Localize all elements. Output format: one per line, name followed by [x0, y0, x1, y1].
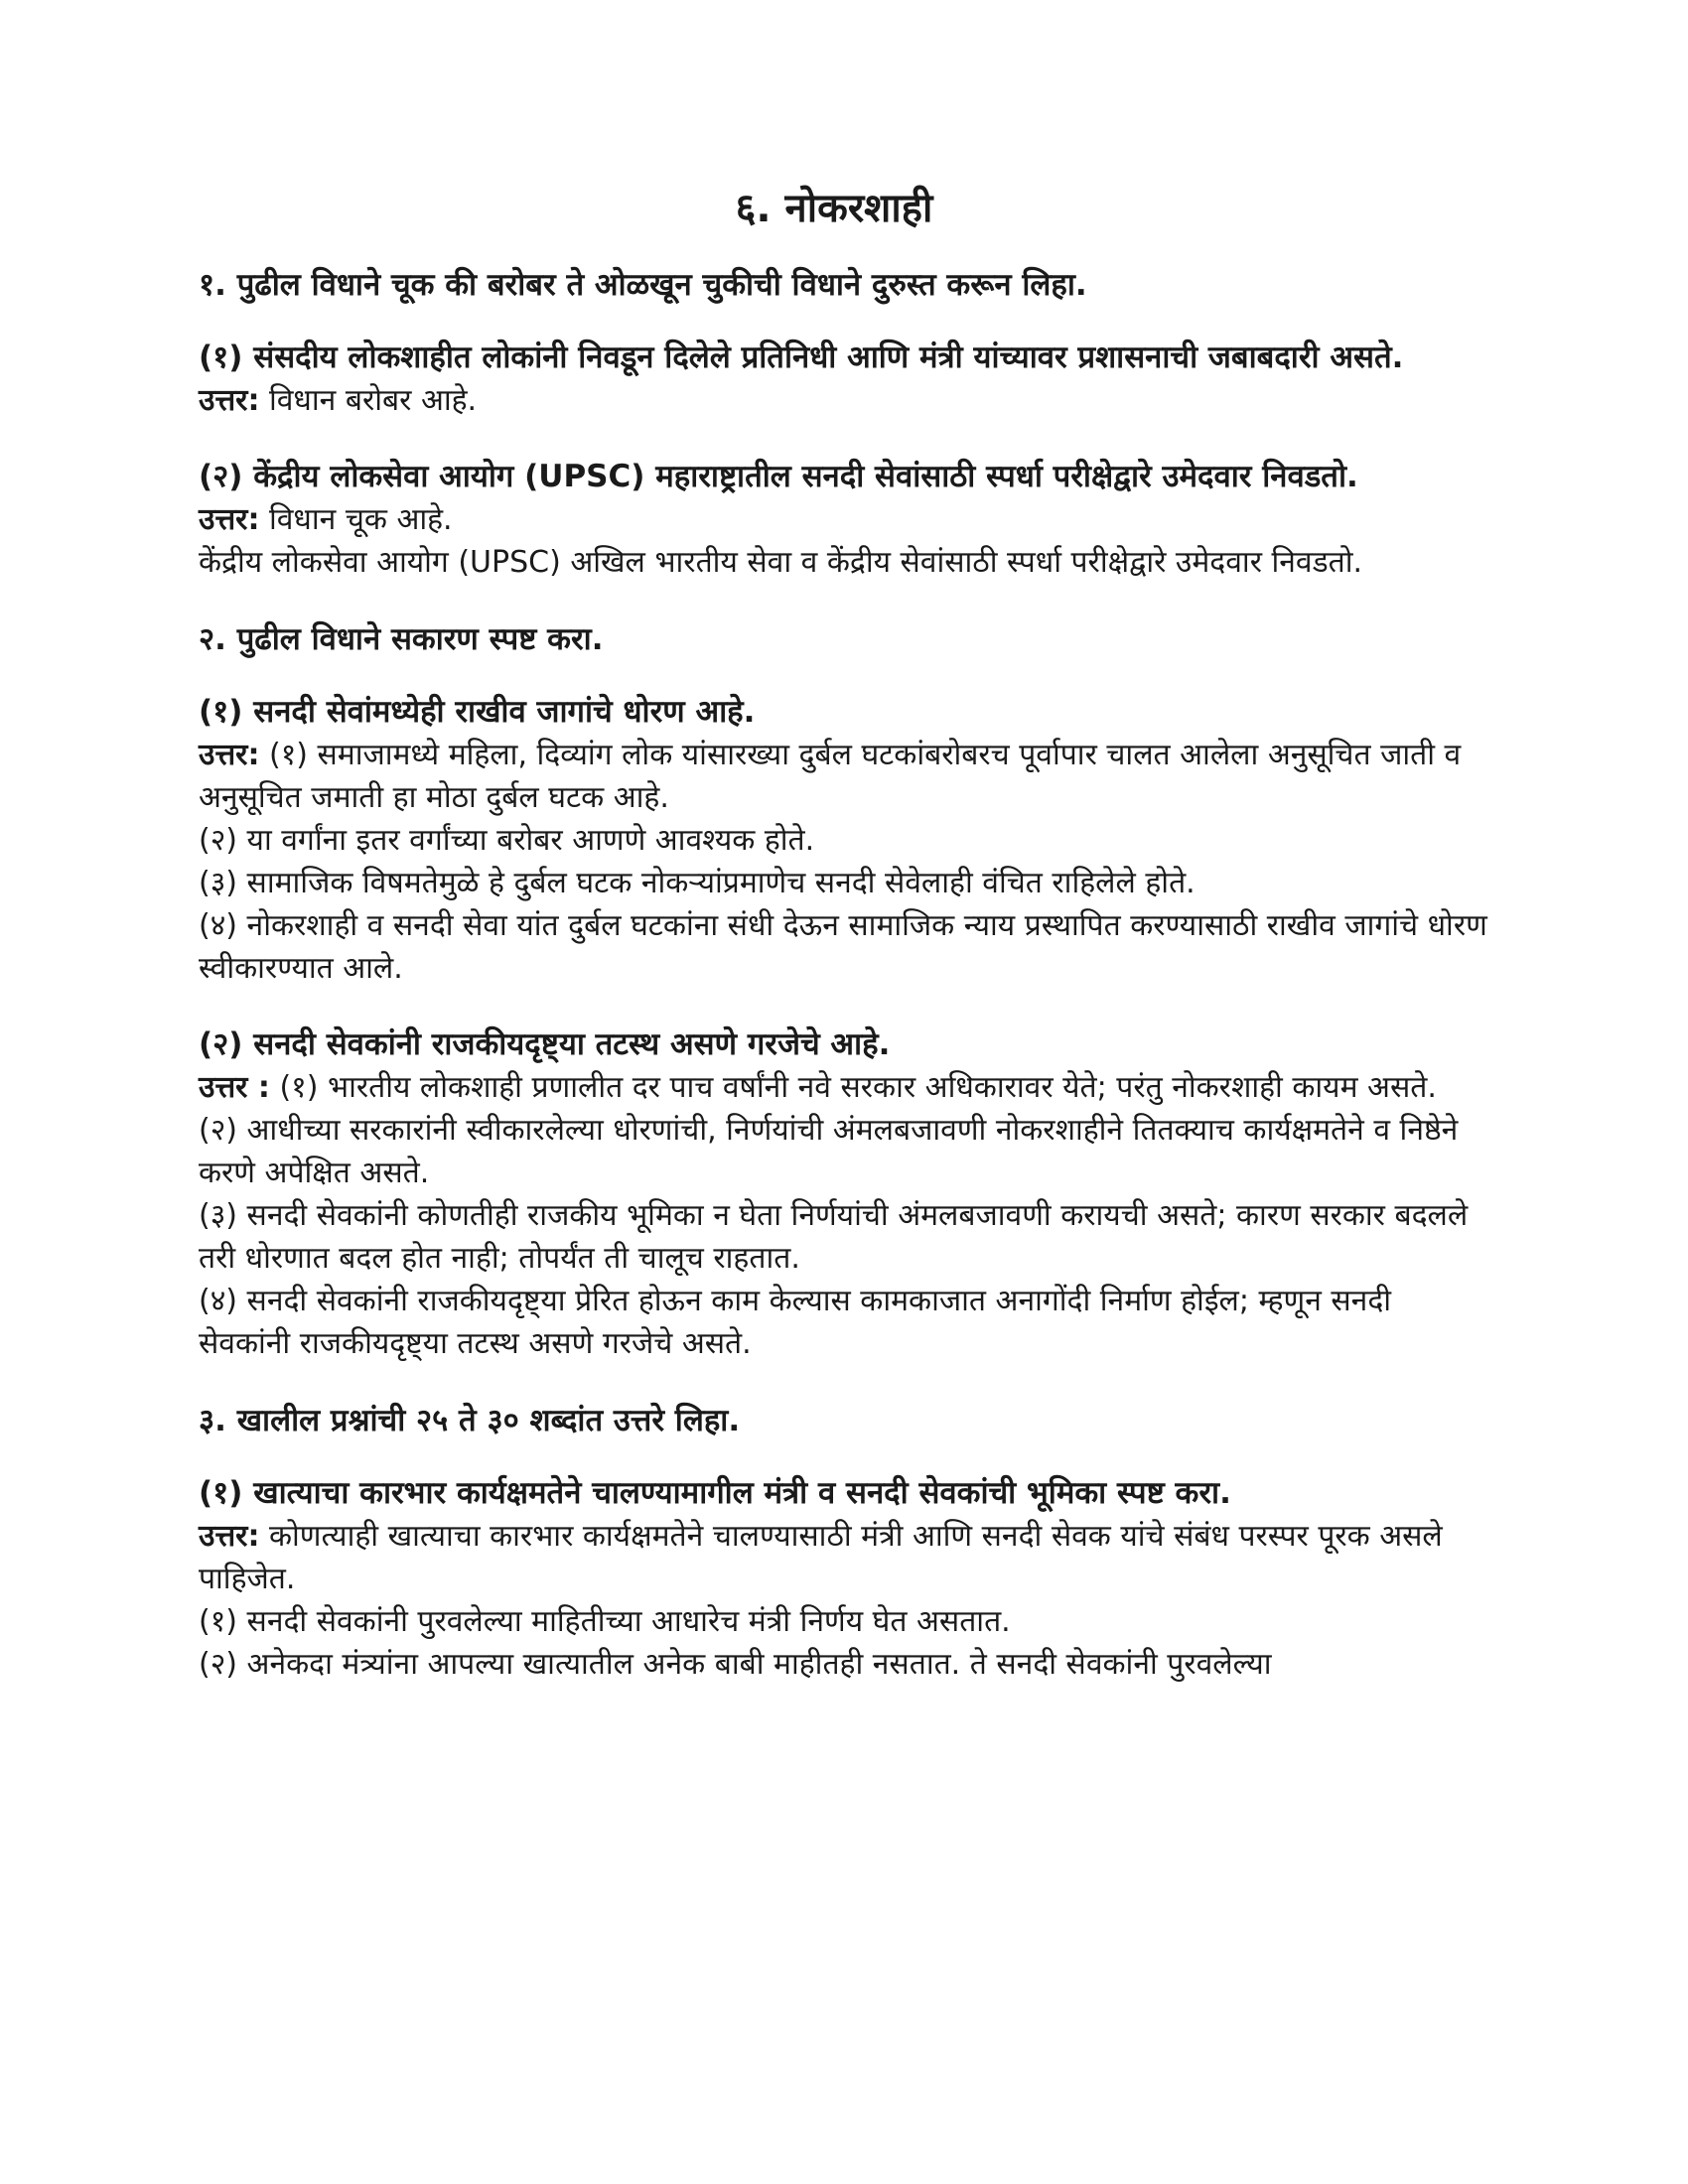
- question-item: [199, 1024, 1489, 1365]
- question-item: [199, 691, 1489, 990]
- answer-line: [199, 379, 1489, 422]
- answer-point: (४) नोकरशाही व सनदी सेवा यांत दुर्बल घटकांना संधी देऊन सामाजिक न्याय प्रस्थापित करण्यासाठी राखीव जागांचे धोरण स्वीकारण्यात आले.: [199, 908, 1487, 986]
- section-1: [199, 263, 1489, 584]
- answer-point: (२) या वर्गांना इतर वर्गांच्या बरोबर आणणे आवश्यक होते.: [199, 823, 815, 858]
- answer-line: [199, 734, 1489, 819]
- section-heading: २. पुढील विधाने सकारण स्पष्ट करा.: [199, 621, 604, 657]
- question-item: [199, 337, 1489, 422]
- answer-point: (४) सनदी सेवकांनी राजकीयदृष्ट्या प्रेरित होऊन काम केल्यास कामकाजात अनागोंदी निर्माण होईल; म्हणून सनदी सेवकांनी राजकीयदृष्ट्या तटस्थ असणे गरजेचे असते.: [199, 1284, 1392, 1361]
- answer-label: उत्तर:: [199, 502, 260, 537]
- answer-label: उत्तर:: [199, 383, 260, 418]
- answer-line: [199, 498, 1489, 541]
- question-text: (१) सनदी सेवांमध्येही राखीव जागांचे धोरण आहे.: [199, 694, 756, 730]
- section-heading: ३. खालील प्रश्नांची २५ ते ३० शब्दांत उत्तरे लिहा.: [199, 1403, 741, 1438]
- answer-label: उत्तर:: [199, 1519, 260, 1554]
- answer-line: [199, 1515, 1489, 1600]
- question-text: (१) खात्याचा कारभार कार्यक्षमतेने चालण्यामागील मंत्री व सनदी सेवकांची भूमिका स्पष्ट करा.: [199, 1475, 1231, 1511]
- answer-text: विधान बरोबर आहे.: [268, 383, 478, 418]
- page-title: ६. नोकरशाही: [735, 186, 933, 231]
- section-3: [199, 1399, 1489, 1686]
- answer-label: उत्तर :: [199, 1070, 270, 1105]
- answer-text: कोणत्याही खात्याचा कारभार कार्यक्षमतेने चालण्यासाठी मंत्री आणि सनदी सेवक यांचे संबंध परस्पर पूरक असले पाहिजेत.: [199, 1519, 1443, 1596]
- answer-point: (३) सामाजिक विषमतेमुळे हे दुर्बल घटक नोकऱ्यांप्रमाणेच सनदी सेवेलाही वंचित राहिलेले होते.: [199, 866, 1196, 900]
- section-heading: १. पुढील विधाने चूक की बरोबर ते ओळखून चुकीची विधाने दुरुस्त करून लिहा.: [199, 267, 1087, 303]
- answer-line: [199, 1066, 1489, 1109]
- question-text: (२) सनदी सेवकांनी राजकीयदृष्ट्या तटस्थ असणे गरजेचे आहे.: [199, 1026, 891, 1062]
- document-page: [199, 184, 1489, 1719]
- question-text: (२) केंद्रीय लोकसेवा आयोग (UPSC) महाराष्ट्रातील सनदी सेवांसाठी स्पर्धा परीक्षेद्वारे उमेदवार निवडतो.: [199, 459, 1358, 494]
- question-item: [199, 456, 1489, 584]
- answer-paragraph: केंद्रीय लोकसेवा आयोग (UPSC) अखिल भारतीय सेवा व केंद्रीय सेवांसाठी स्पर्धा परीक्षेद्वारे उमेदवार निवडतो.: [199, 545, 1363, 580]
- question-item: [199, 1472, 1489, 1686]
- answer-text: विधान चूक आहे.: [268, 502, 453, 537]
- section-2: [199, 617, 1489, 1365]
- question-text: (१) संसदीय लोकशाहीत लोकांनी निवडून दिलेले प्रतिनिधी आणि मंत्री यांच्यावर प्रशासनाची जबाबदारी असते.: [199, 340, 1404, 375]
- answer-point: (२) आधीच्या सरकारांनी स्वीकारलेल्या धोरणांची, निर्णयांची अंमलबजावणी नोकरशाहीने तितक्याच कार्यक्षमतेने व निष्ठेने करणे अपेक्षित असते.: [199, 1113, 1459, 1190]
- answer-point: (३) सनदी सेवकांनी कोणतीही राजकीय भूमिका न घेता निर्णयांची अंमलबजावणी करायची असते; कारण सरकार बदलले तरी धोरणात बदल होत नाही; तोपर्यंत ती चालूच राहतात.: [199, 1198, 1469, 1276]
- answer-text: (१) समाजामध्ये महिला, दिव्यांग लोक यांसारख्या दुर्बल घटकांबरोबरच पूर्वापार चालत आलेला अनुसूचित जाती व अनुसूचित जमाती हा मोठा दुर्बल घटक आहे.: [199, 738, 1462, 815]
- answer-text: (१) भारतीय लोकशाही प्रणालीत दर पाच वर्षांनी नवे सरकार अधिकारावर येते; परंतु नोकरशाही कायम असते.: [279, 1070, 1437, 1105]
- answer-point: (१) सनदी सेवकांनी पुरवलेल्या माहितीच्या आधारेच मंत्री निर्णय घेत असतात.: [199, 1604, 1011, 1639]
- answer-point: (२) अनेकदा मंत्र्यांना आपल्या खात्यातील अनेक बाबी माहीतही नसतात. ते सनदी सेवकांनी पुरवलेल्या: [199, 1647, 1272, 1682]
- answer-label: उत्तर:: [199, 738, 260, 772]
